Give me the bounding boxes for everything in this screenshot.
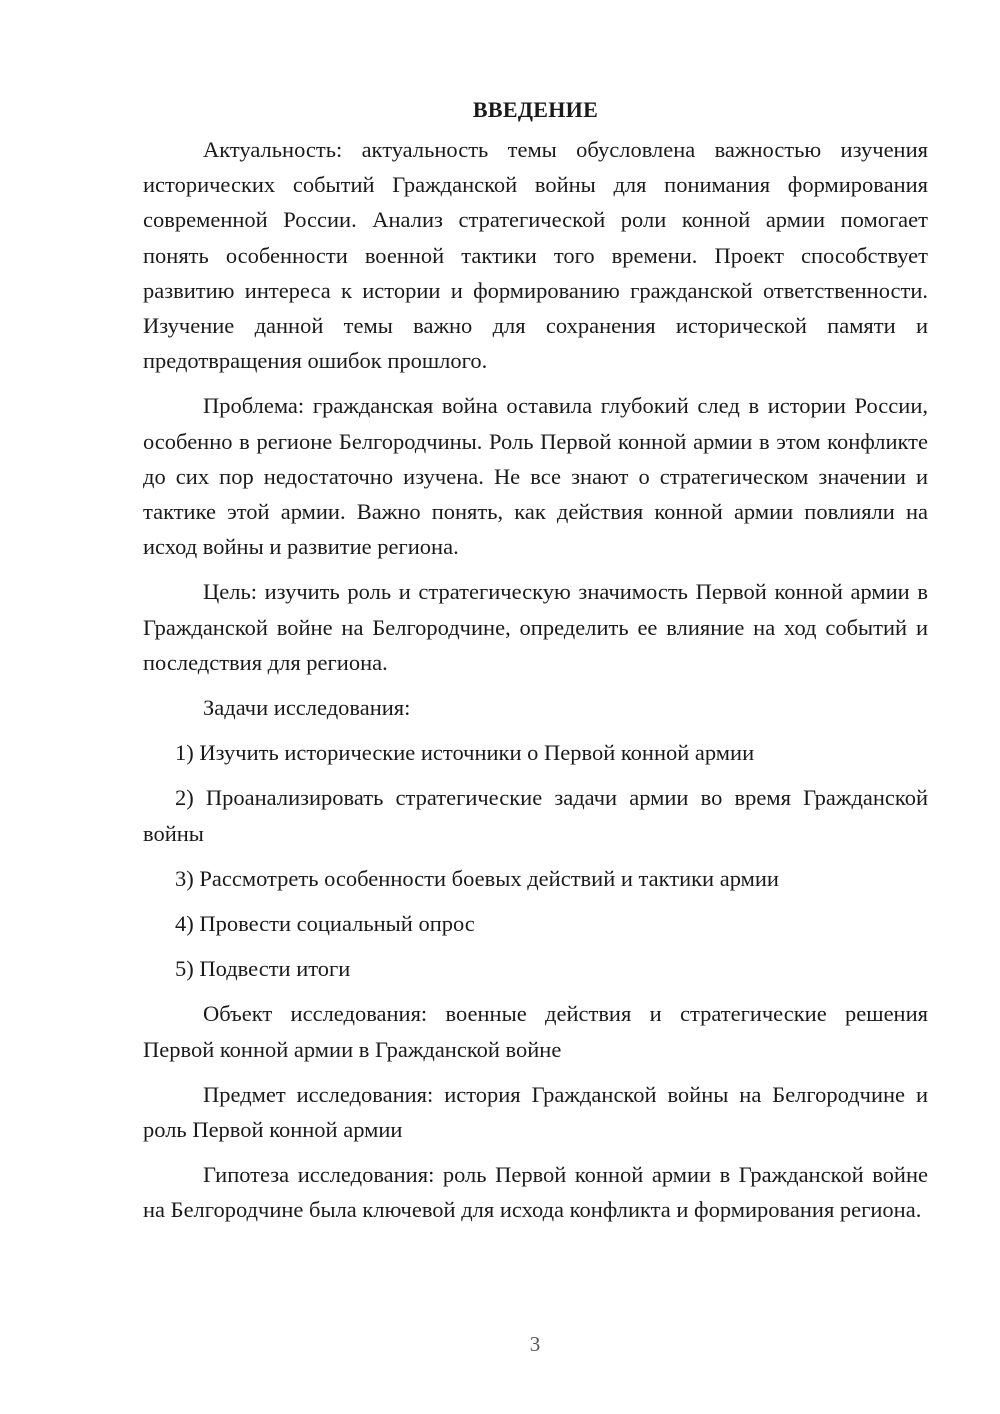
subject-paragraph: Предмет исследования: история Гражданской войны на Белгородчине и роль Первой конной армии — [143, 1081, 928, 1143]
object-paragraph: Объект исследования: военные действия и стратегические решения Первой конной армии в Гражданской войне — [143, 1001, 928, 1062]
task-item: 3) Рассмотреть особенности боевых действий и тактики армии — [175, 865, 779, 891]
task-item: 1) Изучить исторические источники о Первой конной армии — [175, 740, 755, 766]
task-item: 2) Проанализировать стратегические задачи армии во время Гражданской войны — [143, 785, 928, 846]
page-title: ВВЕДЕНИЕ — [472, 97, 599, 122]
task-item: 4) Провести социальный опрос — [175, 911, 475, 937]
task-item: 5) Подвести итоги — [175, 956, 351, 982]
tasks-heading: Задачи исследования: — [203, 695, 411, 721]
relevance-paragraph: Актуальность: актуальность темы обусловлена важностью изучения исторических событий Гражданской войны для понимания формирования современной России. Анализ стратегической роли конной армии помогает понять особенности военной тактики того времени. Проект способствует развитию интереса к истории и формированию гражданской ответственности. Изучение данной темы важно для сохранения исторической памяти и предотвращения ошибок прошлого. — [143, 137, 928, 374]
document-page — [143, 92, 928, 1238]
goal-paragraph: Цель: изучить роль и стратегическую значимость Первой конной армии в Гражданской войне на Белгородчине, определить ее влияние на ход событий и последствия для региона. — [143, 579, 928, 675]
hypothesis-paragraph: Гипотеза исследования: роль Первой конной армии в Гражданской войне на Белгородчине была ключевой для исхода конфликта и формирования региона. — [143, 1162, 928, 1223]
problem-paragraph: Проблема: гражданская война оставила глубокий след в истории России, особенно в регионе Белгородчины. Роль Первой конной армии в этом конфликте до сих пор недостаточно изучена. Не все знают о стратегическом значении и тактике этой армии. Важно понять, как действия конной армии повлияли на исход войны и развитие региона. — [143, 393, 928, 560]
page-number: 3 — [529, 1332, 541, 1356]
